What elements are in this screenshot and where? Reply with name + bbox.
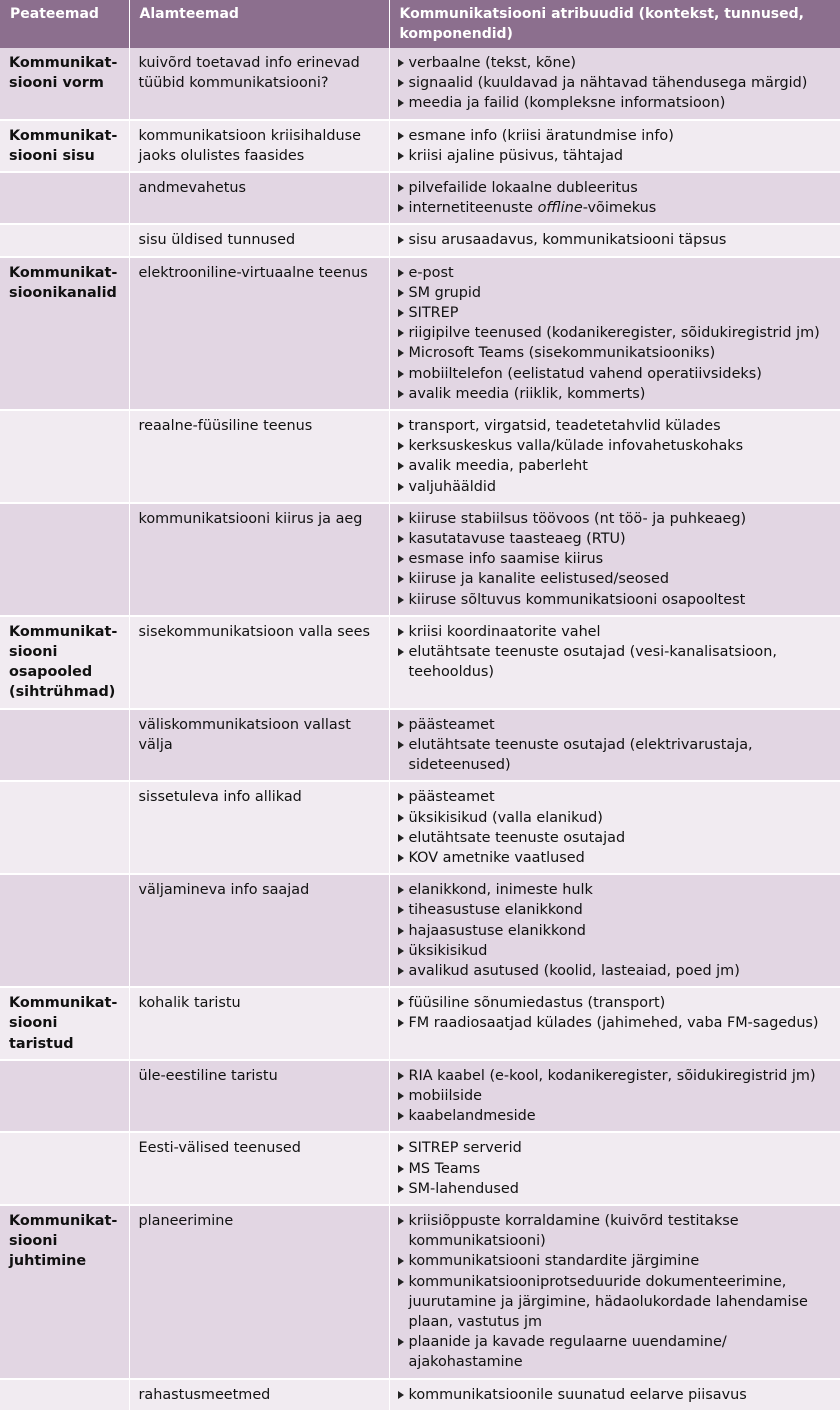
subtopic-cell: kohalik taristu bbox=[129, 987, 389, 1060]
attributes-cell bbox=[389, 616, 840, 709]
table-row bbox=[0, 257, 840, 410]
attribute-item: kasutatavuse taasteaeg (RTU) bbox=[397, 529, 834, 549]
attribute-item: SM grupid bbox=[397, 283, 834, 303]
attribute-item: kriisi ajaline püsivus, tähtajad bbox=[397, 146, 834, 166]
attribute-item: kriisi koordinaatorite vahel bbox=[397, 622, 834, 642]
main-topic-cell: Kommunikat-siooni osapooled (sihtrühmad) bbox=[0, 616, 129, 709]
attribute-list bbox=[397, 880, 834, 981]
main-topic-cell: Kommunikat-siooni taristud bbox=[0, 987, 129, 1060]
attributes-cell bbox=[389, 120, 840, 172]
attribute-item: verbaalne (tekst, kõne) bbox=[397, 53, 834, 73]
attribute-item: päästeamet bbox=[397, 787, 834, 807]
subtopic-cell: sisu üldised tunnused bbox=[129, 224, 389, 256]
subtopic-cell: andmevahetus bbox=[129, 172, 389, 224]
header-attributes: Kommunikatsiooni atribuudid (kontekst, tunnused, komponendid) bbox=[389, 0, 840, 48]
table-row bbox=[0, 48, 840, 120]
attributes-cell bbox=[389, 874, 840, 987]
attribute-item: kommunikatsioonile suunatud eelarve piisavus bbox=[397, 1385, 834, 1405]
attributes-cell bbox=[389, 987, 840, 1060]
subtopic-cell: reaalne-füüsiline teenus bbox=[129, 410, 389, 503]
subtopic-cell: Eesti-välised teenused bbox=[129, 1132, 389, 1205]
attributes-cell bbox=[389, 709, 840, 782]
attributes-cell bbox=[389, 410, 840, 503]
table-row bbox=[0, 1132, 840, 1205]
table-row bbox=[0, 709, 840, 782]
attribute-list bbox=[397, 230, 834, 250]
attribute-item: elanikkond, inimeste hulk bbox=[397, 880, 834, 900]
table-row bbox=[0, 616, 840, 709]
attribute-list bbox=[397, 416, 834, 497]
table-row bbox=[0, 410, 840, 503]
main-topic-cell bbox=[0, 172, 129, 224]
attribute-item: elutähtsate teenuste osutajad (vesi-kanalisatsioon, teehooldus) bbox=[397, 642, 834, 682]
attribute-list bbox=[397, 53, 834, 114]
subtopic-cell: kommunikatsiooni kiirus ja aeg bbox=[129, 503, 389, 616]
attribute-item: üksikisikud (valla elanikud) bbox=[397, 808, 834, 828]
attribute-item: avalik meedia (riiklik, kommerts) bbox=[397, 384, 834, 404]
attribute-item: sisu arusaadavus, kommunikatsiooni täpsus bbox=[397, 230, 834, 250]
attribute-item: esmase info saamise kiirus bbox=[397, 549, 834, 569]
attributes-cell bbox=[389, 1132, 840, 1205]
attribute-item: hajaasustuse elanikkond bbox=[397, 921, 834, 941]
attribute-item: kommunikatsiooni standardite järgimine bbox=[397, 1251, 834, 1271]
subtopic-cell: elektrooniline-virtuaalne teenus bbox=[129, 257, 389, 410]
table-row bbox=[0, 172, 840, 224]
attribute-list bbox=[397, 622, 834, 683]
table-row bbox=[0, 1205, 840, 1379]
attribute-list bbox=[397, 993, 834, 1033]
table-body bbox=[0, 48, 840, 1411]
table-row bbox=[0, 503, 840, 616]
attribute-list bbox=[397, 126, 834, 166]
attributes-cell bbox=[389, 257, 840, 410]
table-row bbox=[0, 224, 840, 256]
attribute-item: SITREP bbox=[397, 303, 834, 323]
attribute-list bbox=[397, 1138, 834, 1199]
attribute-item: kriisiõppuste korraldamine (kuivõrd testitakse kommunikatsiooni) bbox=[397, 1211, 834, 1251]
main-topic-cell bbox=[0, 410, 129, 503]
attribute-item: MS Teams bbox=[397, 1159, 834, 1179]
attribute-item: avalik meedia, paberleht bbox=[397, 456, 834, 476]
table-row bbox=[0, 781, 840, 874]
attribute-item: Microsoft Teams (sisekommunikatsiooniks) bbox=[397, 343, 834, 363]
main-topic-cell bbox=[0, 1060, 129, 1133]
attribute-item: FM raadiosaatjad külades (jahimehed, vaba FM-sagedus) bbox=[397, 1013, 834, 1033]
subtopic-cell: väljamineva info saajad bbox=[129, 874, 389, 987]
subtopic-cell: kuivõrd toetavad info erinevad tüübid kommunikatsiooni? bbox=[129, 48, 389, 120]
attribute-list bbox=[397, 263, 834, 404]
attribute-item: plaanide ja kavade regulaarne uuendamine/ ajakohastamine bbox=[397, 1332, 834, 1372]
attribute-item: meedia ja failid (kompleksne informatsioon) bbox=[397, 93, 834, 113]
attribute-item: kommunikatsiooniprotseduuride dokumenteerimine, juurutamine ja järgimine, hädaolukordade lahendamise plaan, vastutus jm bbox=[397, 1272, 834, 1333]
subtopic-cell: väliskommunikatsioon vallast välja bbox=[129, 709, 389, 782]
attribute-item: tiheasustuse elanikkond bbox=[397, 900, 834, 920]
attribute-item: e-post bbox=[397, 263, 834, 283]
attribute-list bbox=[397, 1066, 834, 1127]
subtopic-cell: sissetuleva info allikad bbox=[129, 781, 389, 874]
attribute-item: SM-lahendused bbox=[397, 1179, 834, 1199]
attribute-item: KOV ametnike vaatlused bbox=[397, 848, 834, 868]
attribute-item: RIA kaabel (e-kool, kodanikeregister, sõidukiregistrid jm) bbox=[397, 1066, 834, 1086]
attribute-list bbox=[397, 509, 834, 610]
attribute-item: avalikud asutused (koolid, lasteaiad, poed jm) bbox=[397, 961, 834, 981]
attribute-item: esmane info (kriisi äratundmise info) bbox=[397, 126, 834, 146]
attribute-list bbox=[397, 1211, 834, 1373]
header-main-topics: Peateemad bbox=[0, 0, 129, 48]
attribute-list bbox=[397, 787, 834, 868]
main-topic-cell: Kommunikat-siooni sisu bbox=[0, 120, 129, 172]
attributes-cell bbox=[389, 1205, 840, 1379]
table-row bbox=[0, 120, 840, 172]
subtopic-cell: üle-eestiline taristu bbox=[129, 1060, 389, 1133]
attribute-item: pilvefailide lokaalne dubleeritus bbox=[397, 178, 834, 198]
attribute-item: kiiruse sõltuvus kommunikatsiooni osapooltest bbox=[397, 590, 834, 610]
attributes-cell bbox=[389, 48, 840, 120]
attribute-list bbox=[397, 178, 834, 218]
main-topic-cell: Kommunikat-siooni vorm bbox=[0, 48, 129, 120]
subtopic-cell: kommunikatsioon kriisihalduse jaoks olulistes faasides bbox=[129, 120, 389, 172]
main-topic-cell bbox=[0, 1132, 129, 1205]
attributes-cell bbox=[389, 1379, 840, 1411]
table-row bbox=[0, 1379, 840, 1411]
attribute-list bbox=[397, 715, 834, 776]
attribute-item: päästeamet bbox=[397, 715, 834, 735]
attribute-item: kiiruse stabiilsus töövoos (nt töö- ja puhkeaeg) bbox=[397, 509, 834, 529]
main-topic-cell: Kommunikat-siooni juhtimine bbox=[0, 1205, 129, 1379]
header-subtopics: Alamteemad bbox=[129, 0, 389, 48]
subtopic-cell: planeerimine bbox=[129, 1205, 389, 1379]
attributes-cell bbox=[389, 781, 840, 874]
table-header-row bbox=[0, 0, 840, 48]
main-topic-cell bbox=[0, 1379, 129, 1411]
attribute-item: mobiilside bbox=[397, 1086, 834, 1106]
table-row bbox=[0, 1060, 840, 1133]
attributes-cell bbox=[389, 224, 840, 256]
main-topic-cell bbox=[0, 781, 129, 874]
table-row bbox=[0, 987, 840, 1060]
attribute-item: kiiruse ja kanalite eelistused/seosed bbox=[397, 569, 834, 589]
attribute-item: internetiteenuste offline-võimekus bbox=[397, 198, 834, 218]
main-topic-cell bbox=[0, 503, 129, 616]
attributes-cell bbox=[389, 172, 840, 224]
subtopic-cell: sisekommunikatsioon valla sees bbox=[129, 616, 389, 709]
attribute-item: elutähtsate teenuste osutajad (elektrivarustaja, sideteenused) bbox=[397, 735, 834, 775]
attributes-cell bbox=[389, 503, 840, 616]
main-topic-cell: Kommunikat-sioonikanalid bbox=[0, 257, 129, 410]
attribute-list bbox=[397, 1385, 834, 1405]
main-topic-cell bbox=[0, 224, 129, 256]
attribute-item: kaabelandmeside bbox=[397, 1106, 834, 1126]
attribute-item: signaalid (kuuldavad ja nähtavad tähendusega märgid) bbox=[397, 73, 834, 93]
attribute-item: valjuhääldid bbox=[397, 477, 834, 497]
attribute-item: üksikisikud bbox=[397, 941, 834, 961]
attribute-item: SITREP serverid bbox=[397, 1138, 834, 1158]
main-topic-cell bbox=[0, 709, 129, 782]
attribute-item: transport, virgatsid, teadetetahvlid külades bbox=[397, 416, 834, 436]
attribute-item: mobiiltelefon (eelistatud vahend operatiivsideks) bbox=[397, 364, 834, 384]
attributes-cell bbox=[389, 1060, 840, 1133]
attribute-item: riigipilve teenused (kodanikeregister, sõidukiregistrid jm) bbox=[397, 323, 834, 343]
attribute-item: füüsiline sõnumiedastus (transport) bbox=[397, 993, 834, 1013]
subtopic-cell: rahastusmeetmed bbox=[129, 1379, 389, 1411]
attribute-item: kerksuskeskus valla/külade infovahetuskohaks bbox=[397, 436, 834, 456]
attribute-item: elutähtsate teenuste osutajad bbox=[397, 828, 834, 848]
main-topic-cell bbox=[0, 874, 129, 987]
table-row bbox=[0, 874, 840, 987]
